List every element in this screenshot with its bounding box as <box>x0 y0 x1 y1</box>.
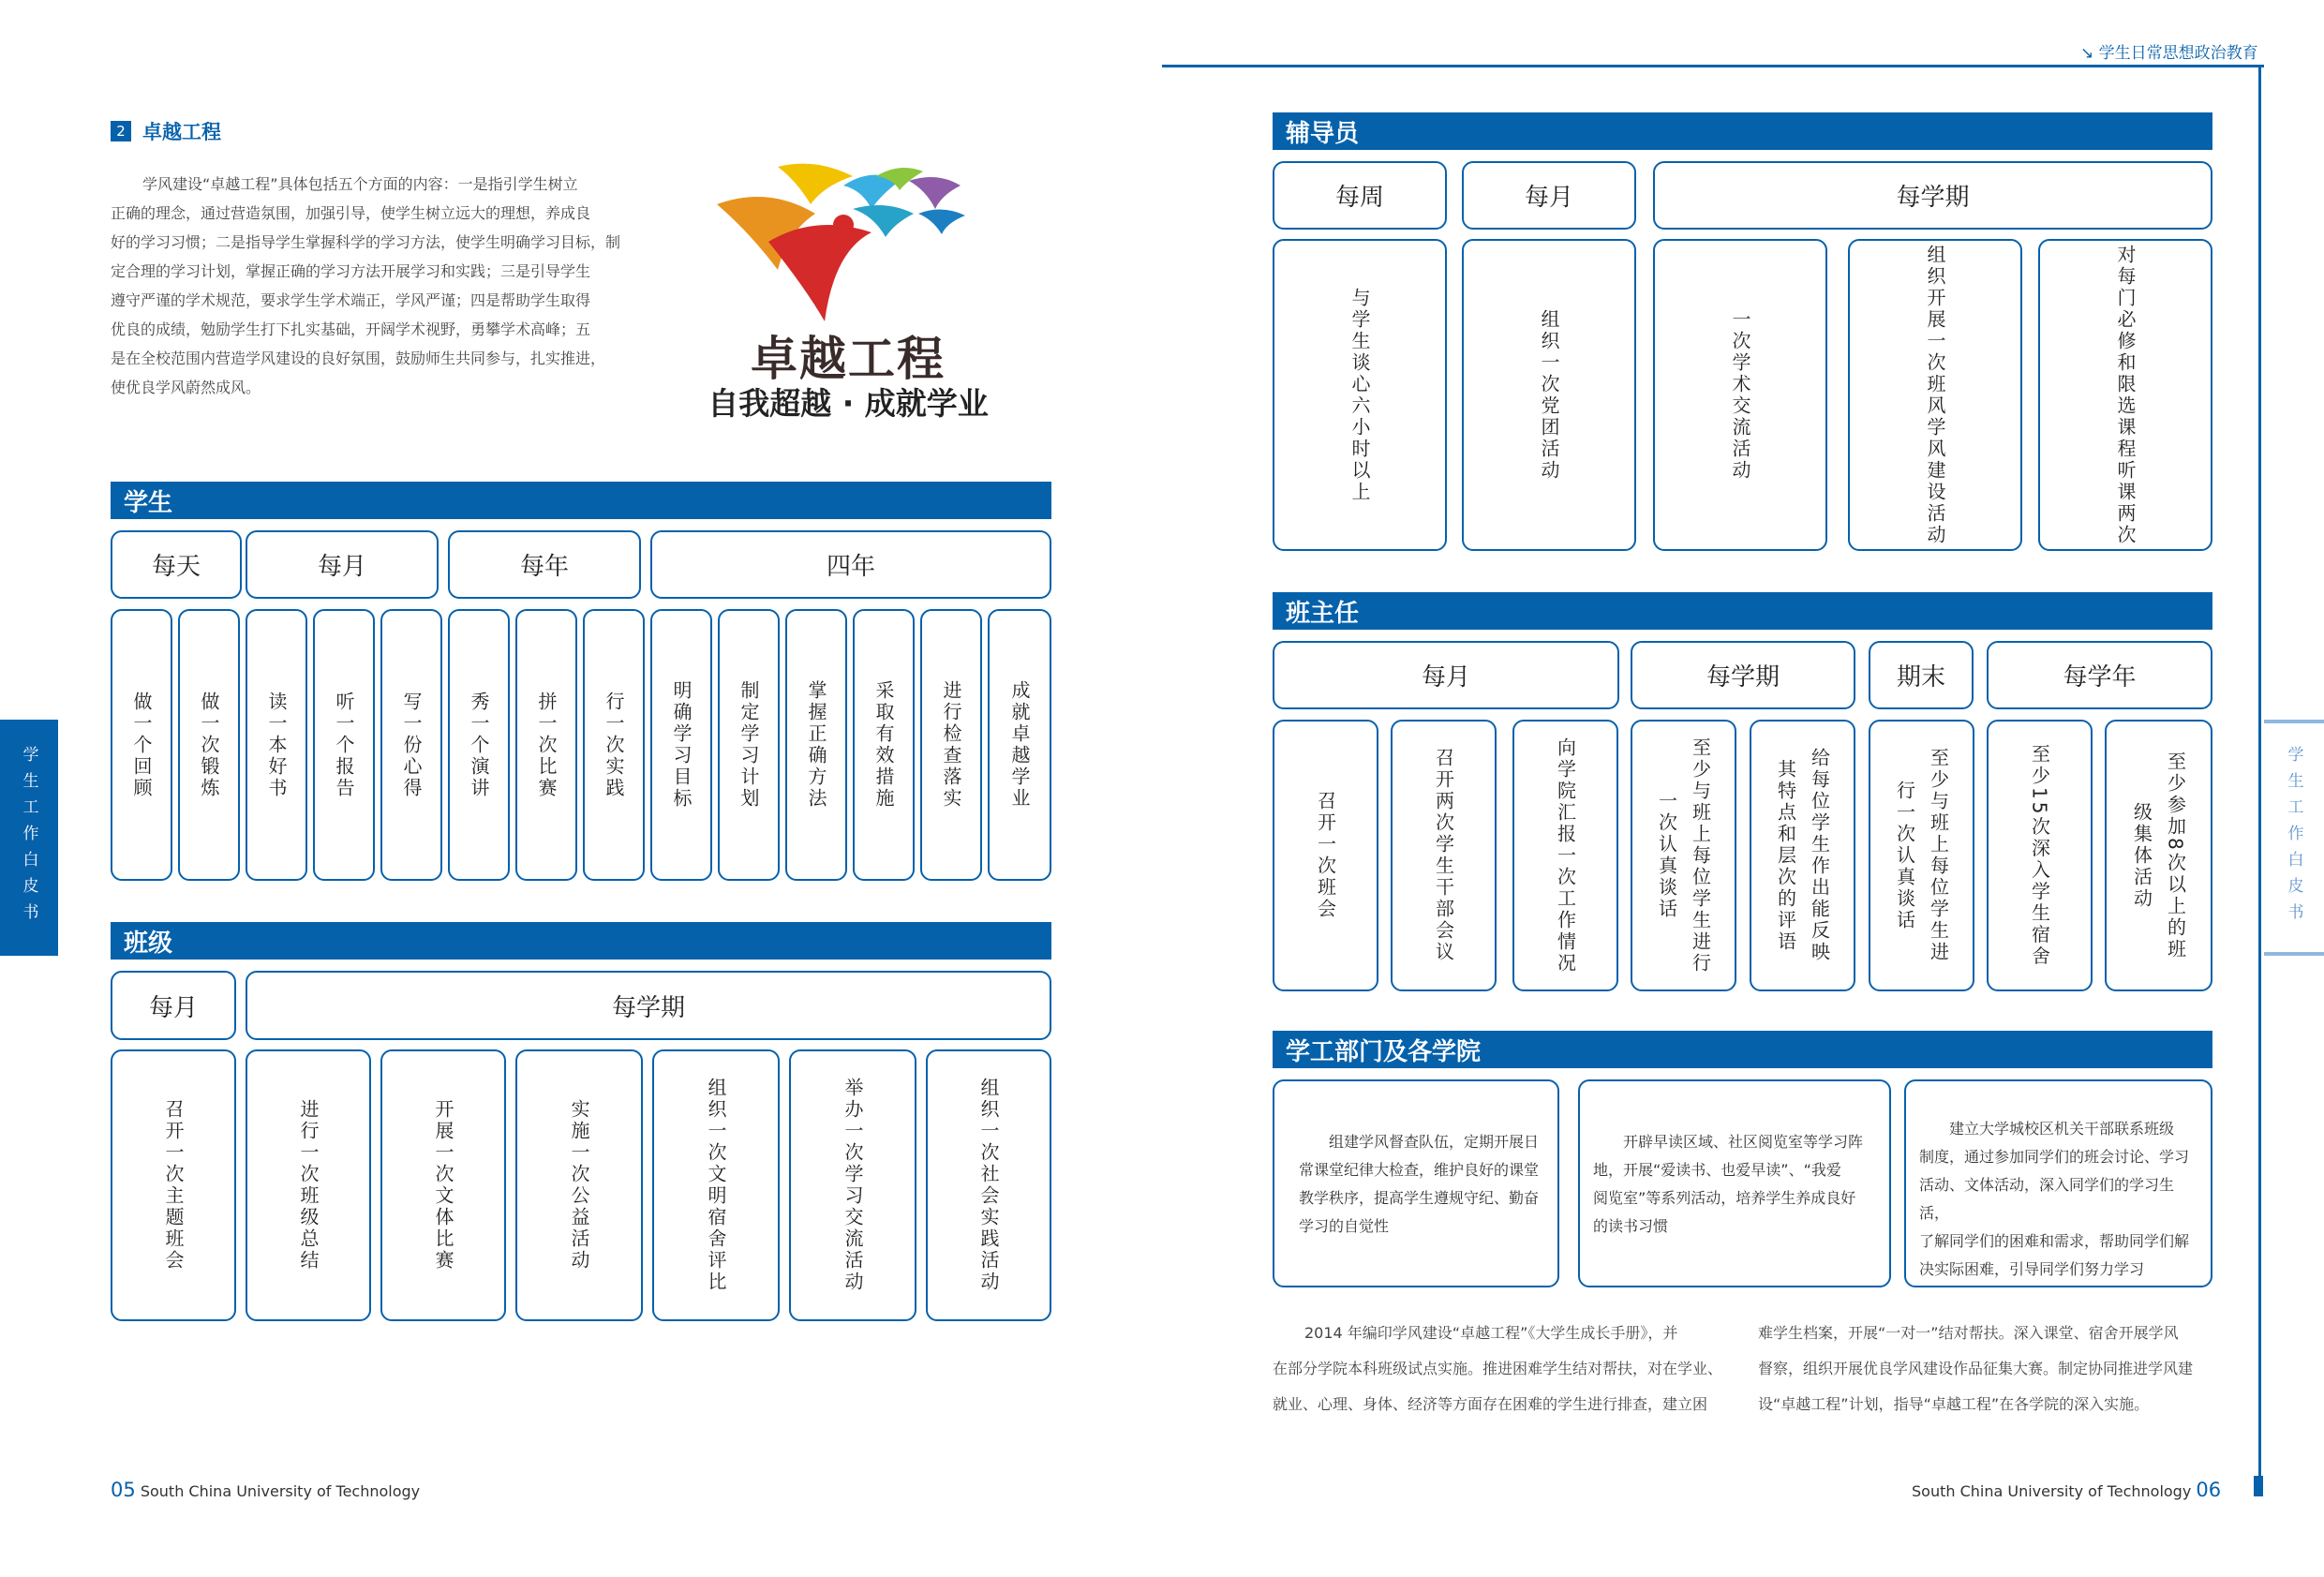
counselor-item: 与学生谈心六小时以上 <box>1273 239 1447 551</box>
head-teacher-section-bar: 班主任 <box>1273 592 2212 630</box>
head-teacher-item: 级集体活动 至少参加8次以上的班 <box>2105 720 2212 991</box>
head-teacher-item: 至少15次深入学生宿舍 <box>1987 720 2093 991</box>
student-item: 进行检查落实 <box>920 609 982 881</box>
page-number: 06 <box>2196 1479 2222 1501</box>
footer-text: South China University of Technology <box>1912 1482 2192 1500</box>
student-item: 做一次锻炼 <box>178 609 240 881</box>
head-teacher-item: 其特点和层次的评语 给每位学生作出能反映 <box>1750 720 1855 991</box>
intro-line: 好的学习习惯；二是指导学生掌握科学的学习方法，使学生明确学习目标，制 <box>111 233 621 251</box>
student-item: 行一次实践 <box>583 609 645 881</box>
intro-line: 学风建设“卓越工程”具体包括五个方面的内容：一是指引学生树立 <box>142 175 578 193</box>
class-item: 开展一次文体比赛 <box>380 1049 506 1321</box>
logo-slogan: 自我超越 · 成就学业 <box>708 385 989 422</box>
counselor-item: 组织开展一次班风学风建设活动 <box>1848 239 2022 551</box>
logo-title: 卓越工程 <box>751 332 946 386</box>
class-item: 组织一次社会实践活动 <box>926 1049 1051 1321</box>
counselor-item: 组织一次党团活动 <box>1462 239 1636 551</box>
student-period-yearly: 每年 <box>448 530 641 599</box>
left-footer <box>111 1479 420 1501</box>
student-item: 制定学习计划 <box>718 609 780 881</box>
head-teacher-item: 行一次认真谈话 至少与班上每位学生进 <box>1869 720 1974 991</box>
student-period-monthly: 每月 <box>246 530 439 599</box>
student-item: 读一本好书 <box>246 609 307 881</box>
head-teacher-item: 向学院汇报一次工作情况 <box>1512 720 1618 991</box>
section-title: 卓越工程 <box>142 121 221 143</box>
departments-section-bar: 学工部门及各学院 <box>1273 1031 2212 1068</box>
section-heading <box>111 119 221 143</box>
department-box: 组建学风督查队伍，定期开展日 常课堂纪律大检查，维护良好的课堂 教学秩序，提高学生遵规守纪、勤奋 学习的自觉性 <box>1273 1079 1559 1287</box>
footer-text: South China University of Technology <box>140 1482 421 1500</box>
class-period-monthly: 每月 <box>111 971 236 1040</box>
intro-line: 正确的理念，通过营造氛围，加强引导，使学生树立远大的理想，养成良 <box>111 204 591 222</box>
head-teacher-item: 召开两次学生干部会议 <box>1391 720 1497 991</box>
class-item: 组织一次文明宿舍评比 <box>652 1049 780 1321</box>
student-section-bar: 学生 <box>111 482 1051 519</box>
counselor-period-semester: 每学期 <box>1653 161 2212 230</box>
intro-line: 遵守严谨的学术规范，要求学生学术端正，学风严谨；四是帮助学生取得 <box>111 291 591 309</box>
student-item: 做一个回顾 <box>111 609 172 881</box>
class-item: 召开一次主题班会 <box>111 1049 236 1321</box>
intro-line: 优良的成绩，勉励学生打下扎实基础，开阔学术视野，勇攀学术高峰；五 <box>111 320 591 338</box>
footer-marker <box>2254 1476 2263 1496</box>
right-side-tab: 学生工作白皮书 <box>2264 720 2324 956</box>
student-item: 明确学习目标 <box>650 609 712 881</box>
student-period-daily: 每天 <box>111 530 242 599</box>
counselor-item: 一次学术交流活动 <box>1653 239 1827 551</box>
page-number: 05 <box>111 1479 136 1501</box>
student-item: 采取有效措施 <box>853 609 915 881</box>
header-title: ↘ 学生日常思想政治教育 <box>2080 44 2258 63</box>
head-teacher-item: 一次认真谈话 至少与班上每位学生进行 <box>1631 720 1736 991</box>
class-item: 实施一次公益活动 <box>515 1049 643 1321</box>
excellence-logo-graphic <box>712 157 975 326</box>
section-number-badge: 2 <box>111 121 131 141</box>
counselor-period-monthly: 每月 <box>1462 161 1636 230</box>
intro-paragraph <box>111 170 635 402</box>
head-teacher-item: 召开一次班会 <box>1273 720 1378 991</box>
head-teacher-period-yearly: 每学年 <box>1987 641 2212 709</box>
bottom-paragraph-col1: 2014 年编印学风建设“卓越工程”《大学生成长手册》，并 在部分学院本科班级试点实施。推进困难学生结对帮扶，对在学业、 就业、心理、身体、经济等方面存在困难的学生进行排查，建立困 <box>1273 1324 1723 1413</box>
right-footer <box>1912 1479 2221 1501</box>
class-item: 举办一次学习交流活动 <box>789 1049 916 1321</box>
head-teacher-period-semester: 每学期 <box>1631 641 1855 709</box>
student-item: 掌握正确方法 <box>785 609 847 881</box>
header-rule <box>1162 65 2264 67</box>
left-side-tab: 学生工作白皮书 <box>0 720 58 956</box>
department-box: 开辟早读区域、社区阅览室等学习阵 地，开展“爱读书、也爱早读”、“我爱 阅览室”等系列活动，培养学生养成良好 的读书习惯 <box>1578 1079 1891 1287</box>
head-teacher-period-term-end: 期末 <box>1869 641 1974 709</box>
header-arrow-icon: ↘ <box>2080 44 2094 63</box>
head-teacher-period-monthly: 每月 <box>1273 641 1619 709</box>
counselor-section-bar: 辅导员 <box>1273 112 2212 150</box>
intro-line: 使优良学风蔚然成风。 <box>111 379 261 396</box>
intro-line: 定合理的学习计划，掌握正确的学习方法开展学习和实践；三是引导学生 <box>111 262 591 280</box>
student-period-four-years: 四年 <box>650 530 1051 599</box>
bottom-paragraph-col2: 难学生档案，开展“一对一”结对帮扶。深入课堂、宿舍开展学风 督察，组织开展优良学风建设作品征集大赛。制定协同推进学风建 设“卓越工程”计划，指导“卓越工程”在各学院的深入实施。 <box>1758 1324 2194 1413</box>
counselor-period-weekly: 每周 <box>1273 161 1447 230</box>
student-item: 听一个报告 <box>313 609 375 881</box>
class-period-semester: 每学期 <box>246 971 1051 1040</box>
student-item: 成就卓越学业 <box>988 609 1051 881</box>
department-box: 建立大学城校区机关干部联系班级 制度，通过参加同学们的班会讨论、学习 活动、文体活动，深入同学们的学习生活， 了解同学们的困难和需求，帮助同学们解 决实际困难，引导同学们努力学习 <box>1904 1079 2212 1287</box>
student-item: 拼一次比赛 <box>515 609 577 881</box>
intro-line: 是在全校范围内营造学风建设的良好氛围，鼓励师生共同参与，扎实推进， <box>111 350 606 367</box>
class-section-bar: 班级 <box>111 922 1051 960</box>
counselor-item: 对每门必修和限选课程听课两次 <box>2038 239 2212 551</box>
student-item: 写一份心得 <box>380 609 442 881</box>
header-rule-vertical <box>2258 65 2261 1494</box>
class-item: 进行一次班级总结 <box>246 1049 371 1321</box>
student-item: 秀一个演讲 <box>448 609 510 881</box>
